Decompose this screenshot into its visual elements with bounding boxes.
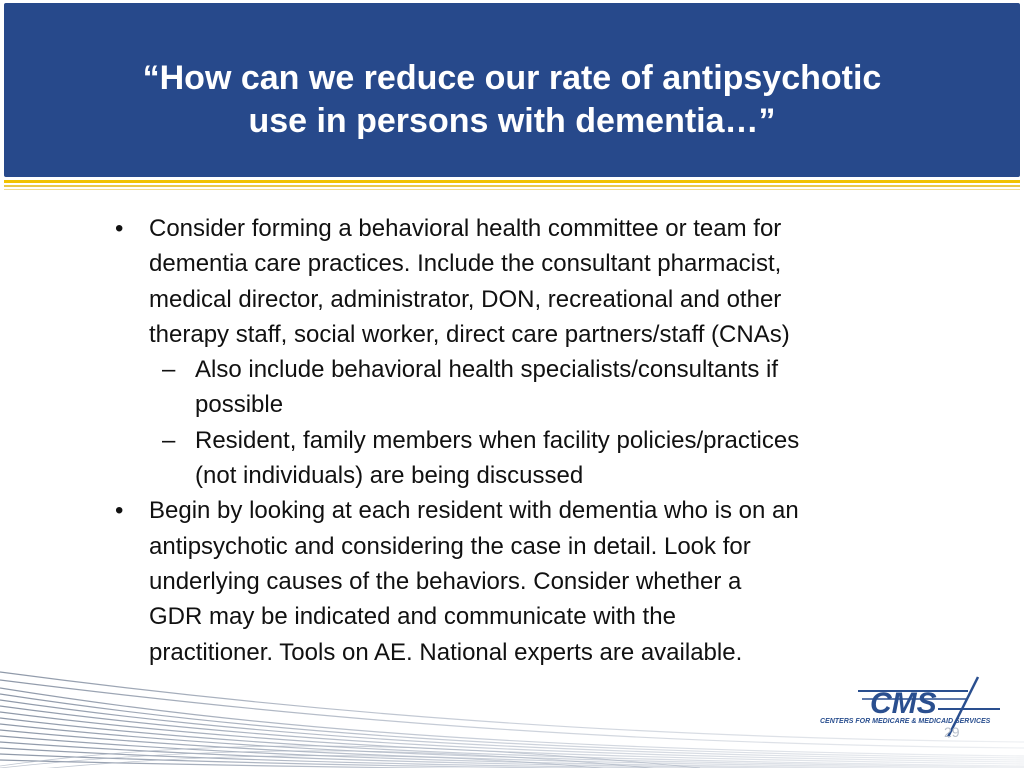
bullet-line: Consider forming a behavioral health committee or team for	[149, 215, 782, 242]
bullet-item	[115, 211, 935, 352]
page-number: 29	[944, 724, 960, 740]
bullet-line: therapy staff, social worker, direct care partners/staff (CNAs)	[149, 320, 790, 348]
bullet-marker: •	[115, 215, 124, 242]
bullet-marker: •	[115, 497, 124, 525]
sub-bullet-line: (not individuals) are being discussed	[195, 462, 584, 490]
cms-logo	[818, 675, 1008, 755]
sub-bullet-item	[115, 423, 935, 494]
bullet-line: medical director, administrator, DON, recreational and other	[149, 285, 782, 313]
header-divider-tertiary	[4, 189, 1020, 190]
cms-tagline: CENTERS FOR MEDICARE & MEDICAID SERVICES	[820, 718, 991, 725]
bullet-line: practitioner. Tools on AE. National experts are available.	[149, 638, 743, 666]
cms-wordmark: CMS	[870, 687, 937, 720]
sub-bullet-line: Also include behavioral health specialists/consultants if	[195, 356, 778, 384]
bullet-line: dementia care practices. Include the consultant pharmacist,	[149, 250, 782, 278]
sub-bullet-line: Resident, family members when facility policies/practices	[195, 426, 800, 454]
header-divider	[4, 180, 1020, 183]
slide-title	[4, 57, 1020, 143]
bullet-item	[115, 493, 935, 669]
bullet-line: GDR may be indicated and communicate with the	[149, 603, 676, 631]
bullet-line: Begin by looking at each resident with dementia who is on an	[149, 497, 799, 525]
slide-title-line-2: use in persons with dementia…”	[248, 102, 776, 140]
bullet-line: antipsychotic and considering the case in detail. Look for	[149, 532, 751, 560]
sub-bullet-marker: –	[162, 356, 176, 384]
header-divider-secondary	[4, 185, 1020, 187]
slide-header	[4, 3, 1020, 177]
slide-title-line-1: “How can we reduce our rate of antipsychotic	[142, 59, 882, 97]
bullet-list	[115, 211, 935, 670]
cms-logo-mark	[820, 677, 1000, 737]
sub-bullet-marker: –	[162, 426, 176, 454]
bullet-line: underlying causes of the behaviors. Consider whether a	[149, 567, 742, 595]
sub-bullet-line: possible	[195, 391, 284, 419]
sub-bullet-item	[115, 352, 935, 423]
